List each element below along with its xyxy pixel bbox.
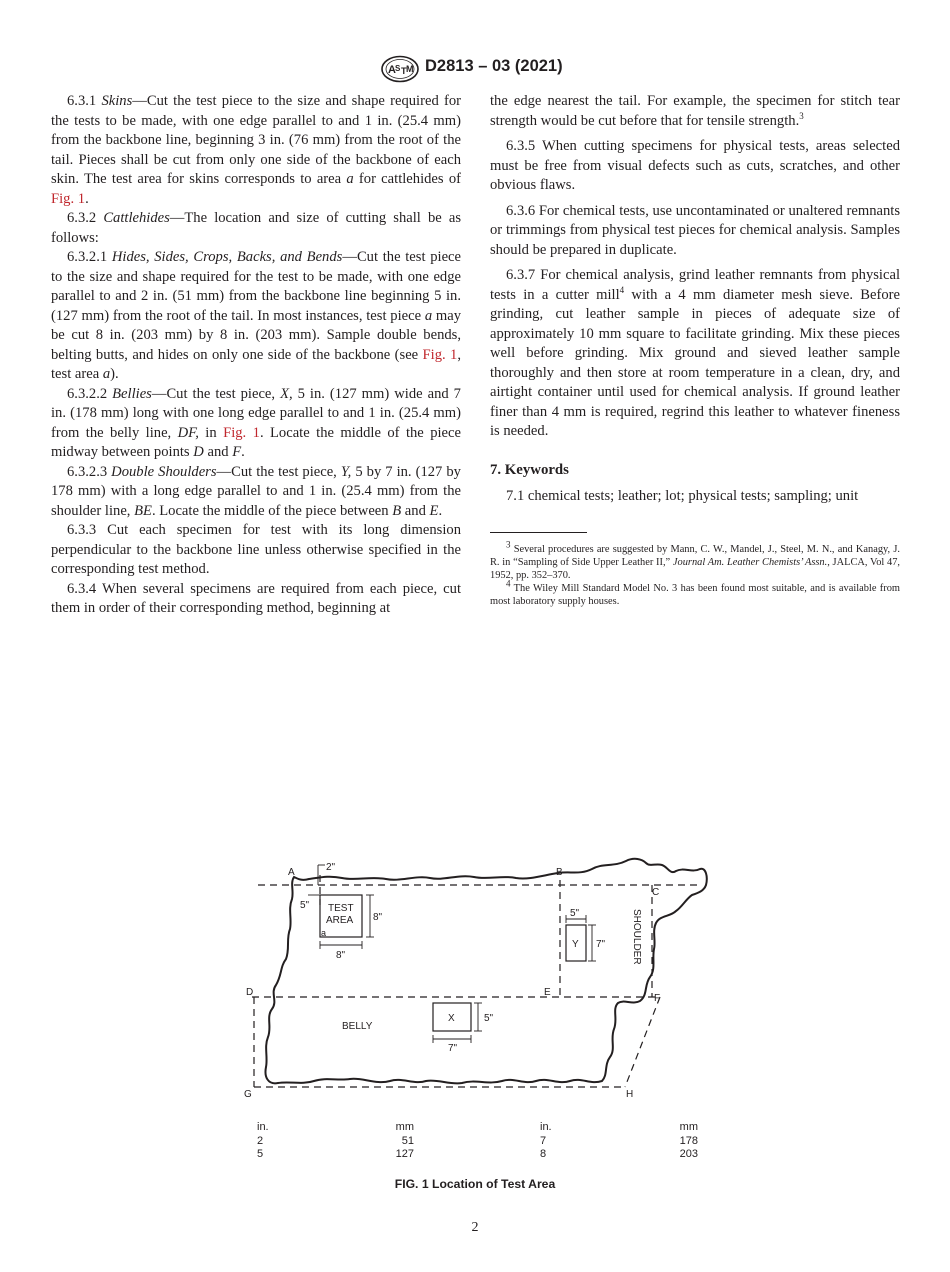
label-small-a: a bbox=[321, 928, 327, 938]
label-point-f: F bbox=[654, 993, 661, 1004]
footnote-divider bbox=[490, 532, 587, 533]
para-6-3-5: 6.3.5 When cutting specimens for physical tests, areas selected must be free from visual defects such as cuts, scratches, and other obvious flaws. bbox=[490, 138, 900, 193]
label-dim-7-x: 7" bbox=[448, 1043, 458, 1054]
label-point-a: A bbox=[288, 867, 295, 878]
conversion-col-mm-1: mm 51 127 bbox=[395, 1121, 414, 1160]
label-point-b: B bbox=[556, 867, 563, 878]
para-6-3-4: 6.3.4 When several specimens are required from each piece, cut them in order of their corresponding method, beginning at bbox=[51, 580, 461, 616]
svg-text:T: T bbox=[401, 66, 407, 76]
label-point-h: H bbox=[626, 1089, 634, 1100]
label-shoulder: SHOULDER bbox=[631, 909, 642, 965]
conversion-col-mm-2: mm 178 203 bbox=[679, 1121, 698, 1160]
left-column bbox=[51, 92, 461, 619]
footnote-4: $^4$ The Wiley Mill Standard Model No. 3 has been found most suitable, and is available from most laboratory supply houses. bbox=[490, 578, 900, 607]
label-point-d: D bbox=[246, 987, 254, 998]
right-column bbox=[490, 92, 900, 608]
label-dim-7-y: 7" bbox=[596, 939, 606, 950]
label-dim-5-a: 5" bbox=[300, 900, 310, 911]
svg-text:A: A bbox=[388, 64, 396, 76]
para-6-3-6: 6.3.6 For chemical tests, use uncontaminated or unaltered remnants or trimmings from physical test pieces for chemical analysis. Samples should be prepared in duplicate. bbox=[490, 202, 900, 258]
hide-outline bbox=[266, 859, 707, 1084]
page-number: 2 bbox=[471, 1220, 479, 1235]
label-belly: BELLY bbox=[342, 1021, 373, 1032]
label-dim-2: 2" bbox=[326, 862, 336, 873]
figure-1-hide-diagram bbox=[230, 845, 730, 1105]
para-6-3-2: 6.3.2 Cattlehides—The location and size of cutting shall be as follows: bbox=[51, 210, 461, 246]
para-6-3-3: 6.3.3 Cut each specimen for test with its long dimension perpendicular to the backbone line unless otherwise specified in the corresponding test method. bbox=[51, 522, 461, 577]
conversion-col-in-1: in. 2 5 bbox=[257, 1121, 269, 1160]
svg-text:S: S bbox=[395, 64, 401, 73]
footnote-3: $^3$ Several procedures are suggested by Mann, C. W., Mandel, J., Steel, M. N., and Kanagy, J. R. in “Sampling of Side Upper Leather II,” Journal Am. Leather Chemists’ Assn., JALCA, Vol 47, 1952, pp. 352–370. bbox=[490, 539, 900, 581]
document-id: D2813 – 03 (2021) bbox=[425, 57, 563, 75]
fig-1-link[interactable]: Fig. 1 bbox=[51, 190, 86, 207]
label-point-g: G bbox=[244, 1089, 252, 1100]
page-header bbox=[0, 55, 950, 87]
label-dim-8-h: 8" bbox=[373, 912, 383, 923]
fig-1-link[interactable]: Fig. 1 bbox=[223, 424, 260, 441]
label-test-area-2: AREA bbox=[326, 915, 354, 926]
keywords-heading: 7. Keywords bbox=[490, 461, 569, 478]
para-6-3-7: 6.3.7 For chemical analysis, grind leather remnants from physical tests in a cutter mill$^4$ with a 4 mm diameter mesh sieve. Before grinding, cut leather sample in pieces of adequate size of approximately 10 mm square to facilitate grinding. Mix these pieces well before grinding. Mix ground and sieved leather sample thoroughly and then store at room temperature in a clean, dry, and airtight container until used for chemical analysis. If ground leather finer than 4 mm is required, regrind this leather to whatever fineness is needed. bbox=[490, 267, 900, 439]
fig-1-link[interactable]: Fig. 1 bbox=[422, 346, 458, 363]
para-6-3-1: 6.3.1 Skins—Cut the test piece to the size and shape required for the tests to be made, with one edge parallel to and 1 in. (25.4 mm) from the backbone line, beginning 3 in. (76 mm) from the root of the tail. Pieces shall be cut from only one side of the backbone of each skin. The test area for skins corresponds to area a for cattlehides of Fig. 1. bbox=[51, 93, 461, 207]
label-test-area-1: TEST bbox=[328, 903, 354, 914]
label-point-c: C bbox=[652, 887, 660, 898]
label-y: Y bbox=[572, 939, 579, 950]
label-point-e: E bbox=[544, 987, 551, 998]
label-dim-8-w: 8" bbox=[336, 950, 346, 961]
para-6-3-4-continued: the edge nearest the tail. For example, the specimen for stitch tear strength would be cut before that for tensile strength.$^3$ bbox=[490, 93, 900, 129]
figure-caption: FIG. 1 Location of Test Area bbox=[394, 1177, 556, 1191]
astm-logo-icon bbox=[380, 55, 420, 83]
label-x: X bbox=[448, 1013, 455, 1024]
para-7-1: 7.1 chemical tests; leather; lot; physical tests; sampling; unit bbox=[506, 488, 859, 504]
label-dim-5-y: 5" bbox=[570, 908, 580, 919]
para-6-3-2-3: 6.3.2.3 Double Shoulders—Cut the test piece, Y, 5 by 7 in. (127 by 178 mm) with a long edge parallel to and 1 in. (25.4 mm) from the shoulder line, BE. Locate the middle of the piece between B and E. bbox=[51, 463, 461, 519]
label-dim-5-x: 5" bbox=[484, 1013, 494, 1024]
para-6-3-2-1: 6.3.2.1 Hides, Sides, Crops, Backs, and Bends—Cut the test piece to the size and shape required for the test to be made, with one edge parallel to and 2 in. (51 mm) from the backbone line beginning 5 in. (127 mm) from the root of the tail. In most instances, test piece a may be cut 8 in. (203 mm) by 8 in. (203 mm). Sample double bends, belting butts, and hides on only one side of the backbone (see Fig. 1, test area a). bbox=[51, 249, 461, 382]
para-6-3-2-2: 6.3.2.2 Bellies—Cut the test piece, X, 5 in. (127 mm) wide and 7 in. (178 mm) long with one long edge parallel to and 1 in. (25.4 mm) from the belly line, DF, in Fig. 1. Locate the middle of the piece midway between points D and F. bbox=[51, 385, 461, 460]
svg-text:M: M bbox=[406, 64, 414, 74]
conversion-col-in-2: in. 7 8 bbox=[540, 1121, 552, 1160]
